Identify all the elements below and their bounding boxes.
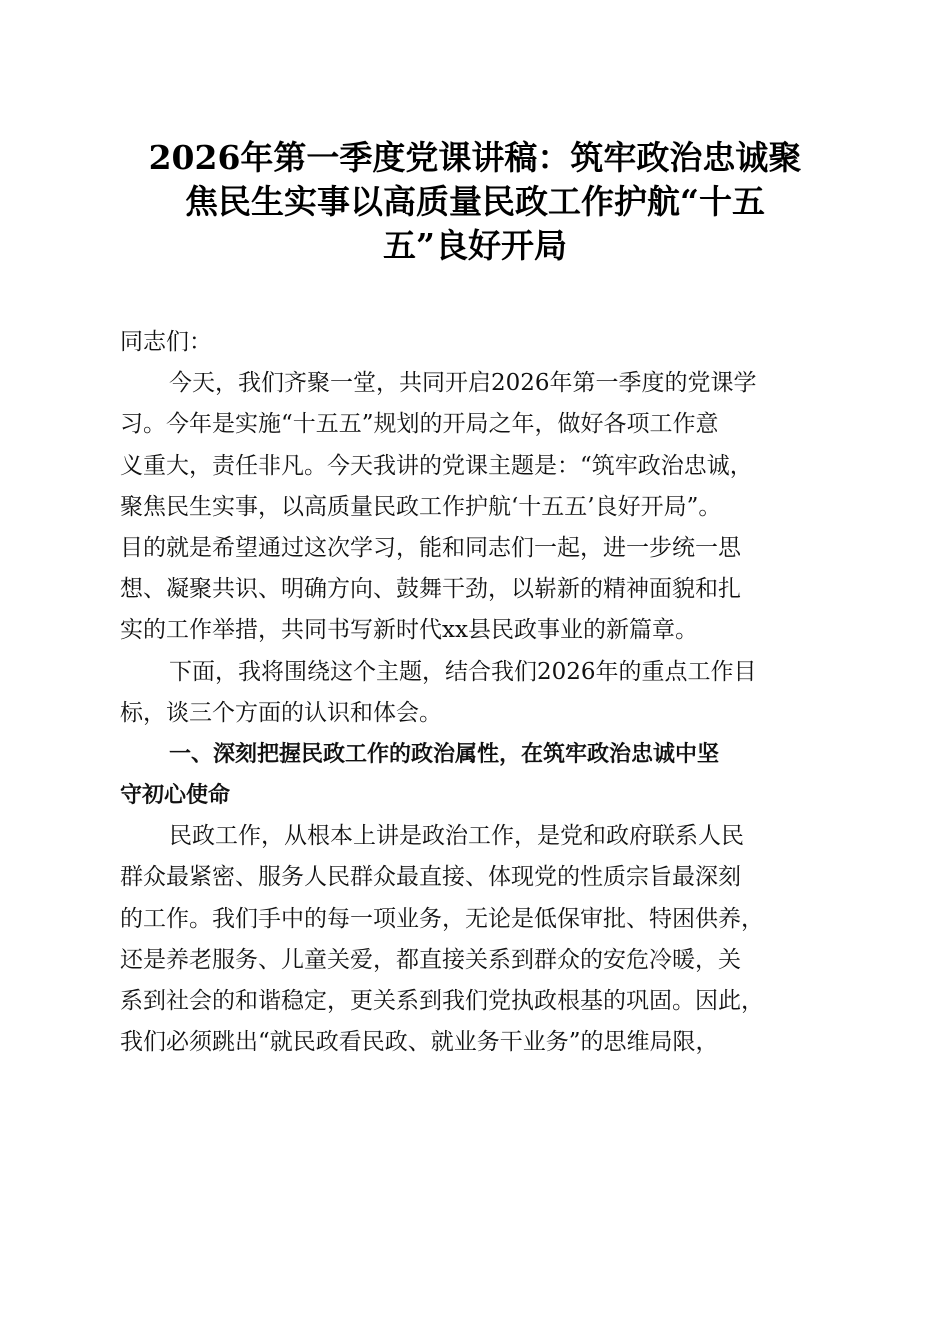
section-heading-line: 守初心使命 [120, 783, 231, 809]
paragraph-2-line: 下面，我将围绕这个主题，结合我们2026年的重点工作目 [169, 658, 757, 685]
paragraph-3-line: 还是养老服务、儿童关爱，都直接关系到群众的安危冷暖，关 [120, 946, 741, 973]
paragraph-1-line: 习。今年是实施“十五五”规划的开局之年，做好各项工作意 [120, 411, 719, 438]
paragraph-1-line: 实的工作举措，共同书写新时代xx县民政事业的新篇章。 [120, 617, 698, 644]
paragraph-3-line: 我们必须跳出“就民政看民政、就业务干业务”的思维局限， [120, 1029, 719, 1056]
section-heading-line: 一、深刻把握民政工作的政治属性，在筑牢政治忠诚中坚 [169, 741, 720, 767]
paragraph-1-line: 聚焦民生实事，以高质量民政工作护航‘十五五’良好开局”。 [120, 493, 722, 520]
paragraph-3-line: 系到社会的和谐稳定，更关系到我们党执政根基的巩固。因此， [120, 988, 764, 1014]
title-line-1: 2026年第一季度党课讲稿：筑牢政治忠诚聚 [148, 138, 802, 177]
paragraph-3-line: 民政工作，从根本上讲是政治工作，是党和政府联系人民 [169, 823, 744, 850]
salutation: 同志们： [120, 329, 212, 355]
paragraph-1-line: 义重大，责任非凡。今天我讲的党课主题是：“筑牢政治忠诚， [120, 452, 753, 479]
paragraph-1-line: 想、凝聚共识、明确方向、鼓舞干劲，以崭新的精神面貌和扎 [120, 576, 741, 603]
document-body [120, 322, 832, 1063]
paragraph-1-line: 今天，我们齐聚一堂，共同开启2026年第一季度的党课学 [169, 370, 757, 397]
paragraph-3-line: 群众最紧密、服务人民群众最直接、体现党的性质宗旨最深刻 [120, 864, 741, 891]
title-line-3: 五”良好开局 [383, 226, 567, 265]
paragraph-3-line: 的工作。我们手中的每一项业务，无论是低保审批、特困供养， [120, 905, 764, 932]
paragraph-2-line: 标，谈三个方面的认识和体会。 [120, 699, 442, 726]
paragraph-1-line: 目的就是希望通过这次学习，能和同志们一起，进一步统一思 [120, 534, 741, 561]
document-title [120, 136, 830, 268]
title-line-2: 焦民生实事以高质量民政工作护航“十五 [185, 182, 765, 221]
